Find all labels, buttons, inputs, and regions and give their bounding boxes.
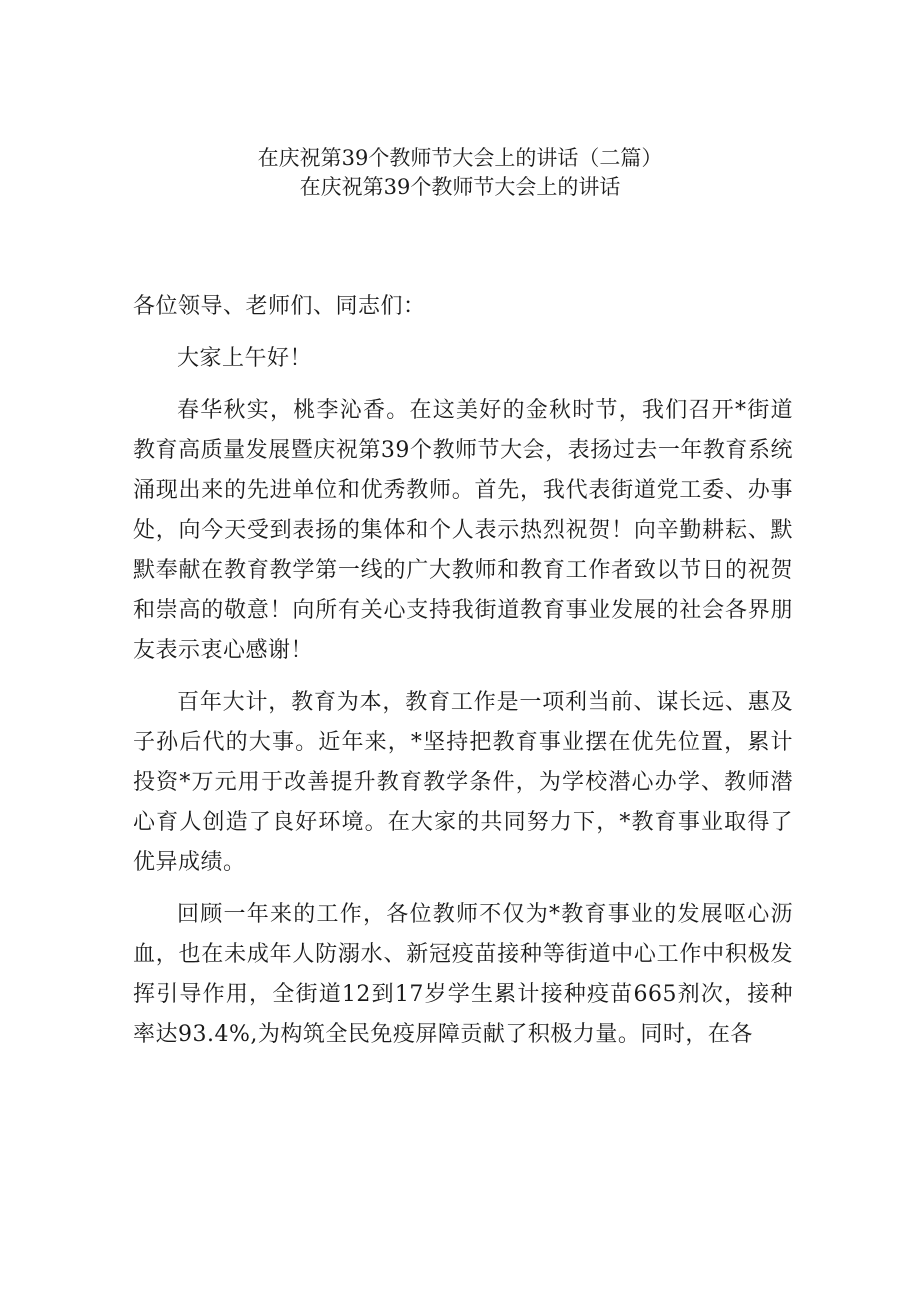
title-line-1: 在庆祝第39个教师节大会上的讲话（二篇） [257, 146, 663, 170]
paragraph: 回顾一年来的工作，各位教师不仅为*教育事业的发展呕心沥血，也在未成年人防溺水、新冠疫苗接种等街道中心工作中积极发挥引导作用，全街道12到17岁学生累计接种疫苗665剂次，接种率达93.4%,为构筑全民免疫屏障贡献了积极力量。同时，在各 [133, 902, 793, 1047]
document-body [133, 287, 793, 1067]
salutation: 各位领导、老师们、同志们： [133, 294, 426, 319]
paragraph-greeting: 大家上午好！ [177, 346, 313, 371]
paragraph: 百年大计，教育为本，教育工作是一项利当前、谋长远、惠及子孙后代的大事。近年来，*坚持把教育事业摆在优先位置，累计投资*万元用于改善提升教育教学条件，为学校潜心办学、教师潜心育人创造了良好环境。在大家的共同努力下，*教育事业取得了优异成绩。 [133, 690, 793, 875]
title-line-2: 在庆祝第39个教师节大会上的讲话 [299, 175, 621, 199]
document-title [0, 144, 920, 202]
paragraph: 春华秋实，桃李沁香。在这美好的金秋时节，我们召开*街道教育高质量发展暨庆祝第39个教师节大会，表扬过去一年教育系统涌现出来的先进单位和优秀教师。首先，我代表街道党工委、办事处，向今天受到表扬的集体和个人表示热烈祝贺！向辛勤耕耘、默默奉献在教育教学第一线的广大教师和教育工作者致以节日的祝贺和崇高的敬意！向所有关心支持我街道教育事业发展的社会各界朋友表示衷心感谢！ [133, 398, 793, 663]
